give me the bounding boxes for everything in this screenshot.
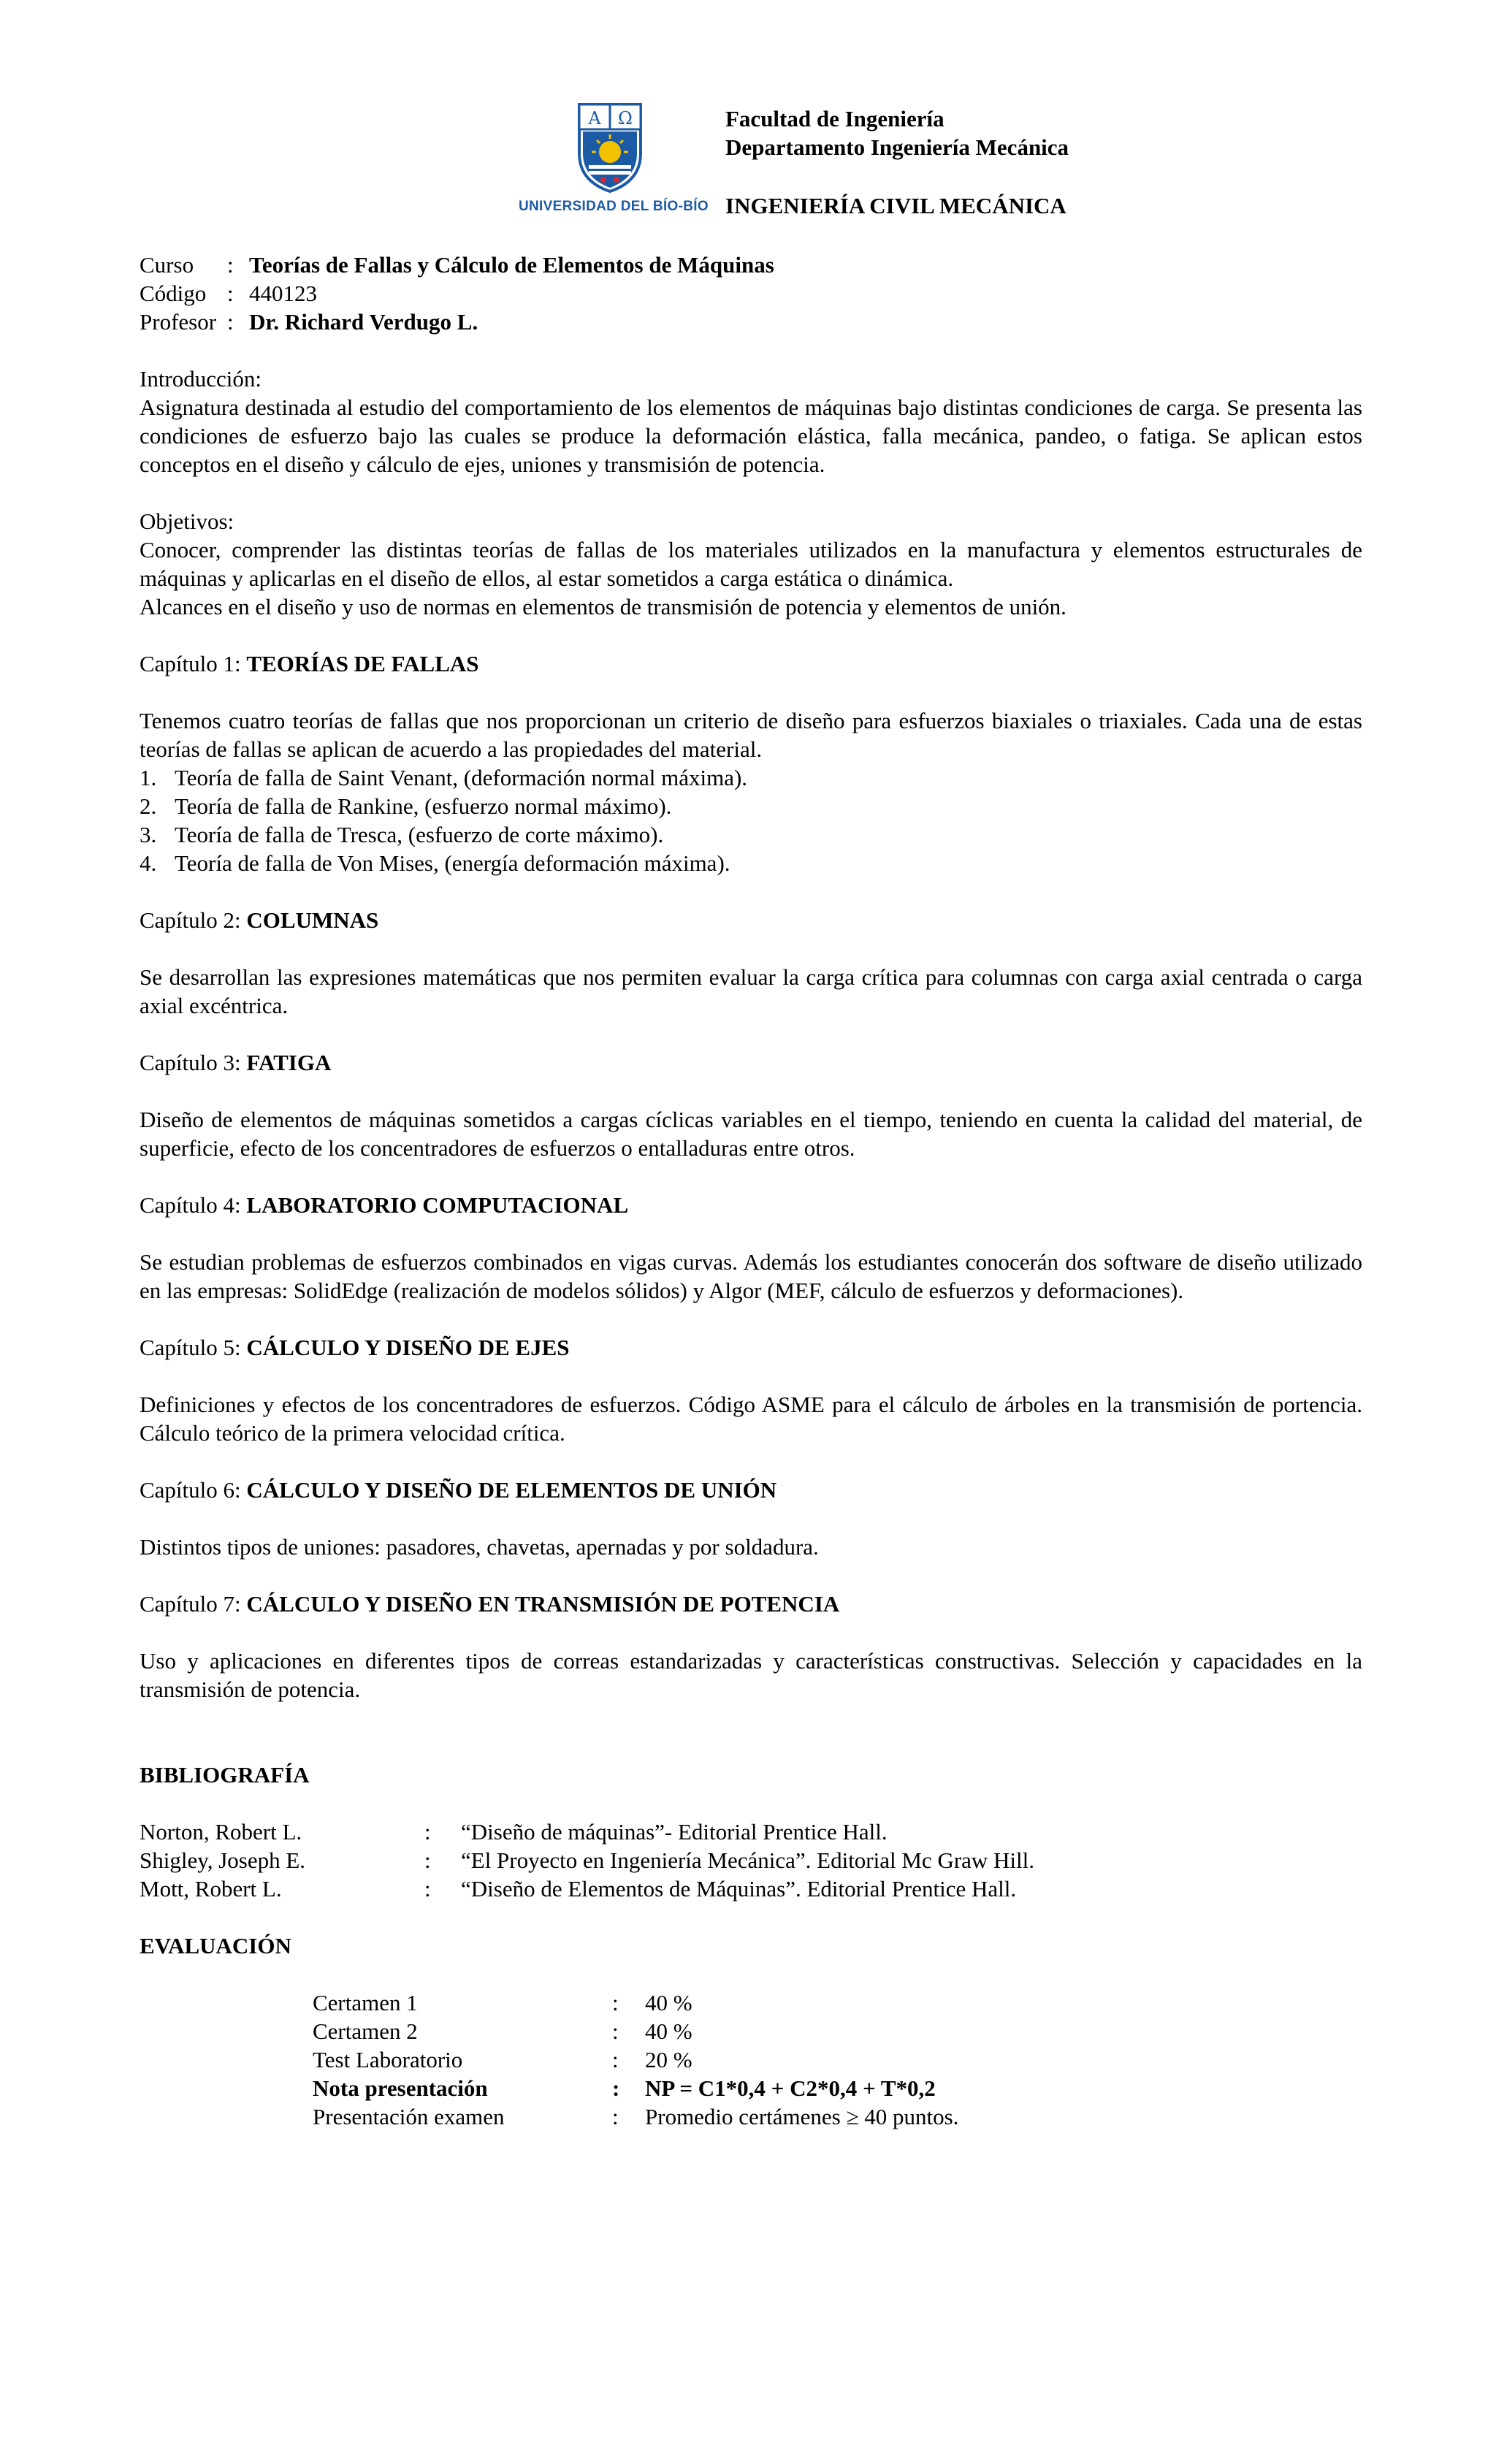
chapter-3-name: FATIGA (246, 1050, 332, 1075)
chapter-5-text: Definiciones y efectos de los concentradores de esfuerzos. Código ASME para el cálculo de árboles en la transmisión de portencia. Cálculo teórico de la primera velocidad crítica. (140, 1392, 1362, 1446)
chapter-6-prefix: Capítulo 6: (140, 1477, 247, 1503)
logo-letter-omega: Ω (618, 108, 633, 129)
chapter-7-name: CÁLCULO Y DISEÑO EN TRANSMISIÓN DE POTENCIA (246, 1591, 840, 1617)
eval-item: Certamen 1 (313, 1990, 418, 2015)
chapter-3-text: Diseño de elementos de máquinas sometidos a cargas cíclicas variables en el tiempo, teniendo en cuenta la calidad del material, de superficie, efecto de los concentradores de esfuerzos o entalladuras entre otros. (140, 1107, 1362, 1161)
evaluation-row (313, 1988, 1362, 2017)
chapter-6-name: CÁLCULO Y DISEÑO DE ELEMENTOS DE UNIÓN (246, 1477, 777, 1503)
objectives-heading: Objetivos: (140, 508, 234, 534)
course-code: 440123 (249, 281, 317, 306)
chapter-7-text: Uso y aplicaciones en diferentes tipos de correas estandarizadas y características constructivas. Selección y capacidades en la transmisión de potencia. (140, 1648, 1362, 1702)
eval-value: 20 % (645, 2047, 692, 2072)
list-text: Teoría de falla de Tresca, (esfuerzo de corte máximo). (175, 822, 664, 847)
chapter-5-title (140, 1333, 1362, 1362)
list-text: Teoría de falla de Saint Venant, (deformación normal máxima). (175, 765, 748, 790)
eval-colon: : (612, 1990, 619, 2015)
chapter-3-prefix: Capítulo 3: (140, 1050, 247, 1075)
list-number: 2. (140, 793, 157, 819)
objectives-scope: Alcances en el diseño y uso de normas en elementos de transmisión de potencia y elementos de unión. (140, 594, 1066, 619)
bibliography-heading: BIBLIOGRAFÍA (140, 1762, 310, 1788)
bib-author: Norton, Robert L. (140, 1819, 302, 1845)
list-item (140, 763, 1362, 792)
chapter-4-title (140, 1191, 1362, 1219)
program-title: INGENIERÍA CIVIL MECÁNICA (725, 193, 1066, 218)
eval-colon: : (612, 2018, 619, 2044)
list-number: 4. (140, 850, 157, 876)
evaluation-row (313, 2017, 1362, 2045)
chapter-1-title (140, 649, 1362, 678)
chapter-7-title (140, 1590, 1362, 1618)
bib-author: Shigley, Joseph E. (140, 1847, 306, 1873)
faculty-name: Facultad de Ingeniería (725, 106, 944, 131)
professor-colon: : (227, 309, 234, 335)
chapter-2-title (140, 906, 1362, 934)
chapter-1-prefix: Capítulo 1: (140, 651, 247, 676)
bibliography-row (140, 1874, 1362, 1903)
professor-name: Dr. Richard Verdugo L. (249, 309, 478, 335)
bib-colon: : (424, 1819, 431, 1845)
code-row (140, 279, 1362, 308)
professor-row (140, 308, 1362, 336)
chapter-1-text: Tenemos cuatro teorías de fallas que nos proporcionan un criterio de diseño para esfuerzos biaxiales o triaxiales. Cada una de estas teorías de fallas se aplican de acuerdo a las propiedades del material. (140, 708, 1362, 762)
eval-value: Promedio certámenes ≥ 40 puntos. (645, 2104, 959, 2129)
chapter-5-prefix: Capítulo 5: (140, 1335, 247, 1360)
chapter-4-prefix: Capítulo 4: (140, 1192, 247, 1218)
chapter-1-name: TEORÍAS DE FALLAS (246, 651, 479, 676)
evaluation-row (313, 2074, 1362, 2102)
list-text: Teoría de falla de Rankine, (esfuerzo normal máximo). (175, 793, 672, 819)
bib-reference: “Diseño de Elementos de Máquinas”. Editorial Prentice Hall. (461, 1876, 1017, 1902)
eval-item: Nota presentación (313, 2075, 488, 2101)
evaluation-table (313, 1988, 1362, 2131)
chapter-3-title (140, 1048, 1362, 1077)
evaluation-row (313, 2102, 1362, 2131)
eval-colon: : (612, 2104, 619, 2129)
course-name: Teorías de Fallas y Cálculo de Elementos de Máquinas (249, 252, 774, 278)
chapter-7-prefix: Capítulo 7: (140, 1591, 247, 1617)
code-colon: : (227, 281, 234, 306)
bib-reference: “El Proyecto en Ingeniería Mecánica”. Editorial Mc Graw Hill. (461, 1847, 1035, 1873)
eval-formula: NP = C1*0,4 + C2*0,4 + T*0,2 (645, 2075, 936, 2101)
chapter-5-name: CÁLCULO Y DISEÑO DE EJES (246, 1335, 570, 1360)
document-body (140, 251, 1362, 2131)
objectives-text: Conocer, comprender las distintas teorías de fallas de los materiales utilizados en la manufactura y elementos estructurales de máquinas y aplicarlas en el diseño de ellos, al estar sometidos a carga estática o dinámica. (140, 537, 1362, 591)
list-number: 1. (140, 765, 157, 790)
eval-colon: : (612, 2075, 620, 2101)
shield-logo-icon (577, 102, 643, 194)
department-name: Departamento Ingeniería Mecánica (725, 134, 1069, 160)
course-row (140, 251, 1362, 279)
code-label: Código (140, 281, 207, 306)
intro-text: Asignatura destinada al estudio del comportamiento de los elementos de máquinas bajo distintas condiciones de carga. Se presenta las condiciones de esfuerzo bajo las cuales se produce la deformación elástica, falla mecánica, pandeo, o fatiga. Se aplican estos conceptos en el diseño y cálculo de ejes, uniones y transmisión de potencia. (140, 394, 1362, 477)
evaluation-row (313, 2045, 1362, 2074)
course-colon: : (227, 252, 234, 278)
failure-theories-list (140, 763, 1362, 877)
evaluation-heading: EVALUACIÓN (140, 1933, 291, 1958)
chapter-6-text: Distintos tipos de uniones: pasadores, chavetas, apernadas y por soldadura. (140, 1534, 819, 1560)
list-item (140, 792, 1362, 820)
bib-reference: “Diseño de máquinas”- Editorial Prentice Hall. (461, 1819, 888, 1845)
list-text: Teoría de falla de Von Mises, (energía deformación máxima). (175, 850, 730, 876)
chapter-6-title (140, 1476, 1362, 1504)
eval-item: Presentación examen (313, 2104, 505, 2129)
bibliography-row (140, 1846, 1362, 1874)
eval-value: 40 % (645, 2018, 692, 2044)
bib-author: Mott, Robert L. (140, 1876, 282, 1902)
chapter-4-name: LABORATORIO COMPUTACIONAL (246, 1192, 629, 1218)
eval-item: Certamen 2 (313, 2018, 418, 2044)
chapter-2-name: COLUMNAS (246, 907, 379, 933)
chapter-2-text: Se desarrollan las expresiones matemáticas que nos permiten evaluar la carga crítica para columnas con carga axial centrada o carga axial excéntrica. (140, 964, 1362, 1018)
university-logo (519, 102, 709, 219)
chapter-2-prefix: Capítulo 2: (140, 907, 247, 933)
bib-colon: : (424, 1876, 431, 1902)
bibliography-row (140, 1818, 1362, 1846)
university-name: UNIVERSIDAD DEL BÍO-BÍO (519, 199, 709, 214)
eval-value: 40 % (645, 1990, 692, 2015)
list-item (140, 820, 1362, 849)
eval-item: Test Laboratorio (313, 2047, 463, 2072)
intro-heading: Introducción: (140, 366, 262, 392)
professor-label: Profesor (140, 309, 217, 335)
eval-colon: : (612, 2047, 619, 2072)
course-label: Curso (140, 252, 194, 278)
chapter-4-text: Se estudian problemas de esfuerzos combinados en vigas curvas. Además los estudiantes conocerán dos software de diseño utilizado en las empresas: SolidEdge (realización de modelos sólidos) y Algor (MEF, cálculo de esfuerzos y deformaciones). (140, 1249, 1362, 1303)
list-number: 3. (140, 822, 157, 847)
logo-letter-alpha: Α (588, 108, 601, 129)
list-item (140, 849, 1362, 877)
bib-colon: : (424, 1847, 431, 1873)
